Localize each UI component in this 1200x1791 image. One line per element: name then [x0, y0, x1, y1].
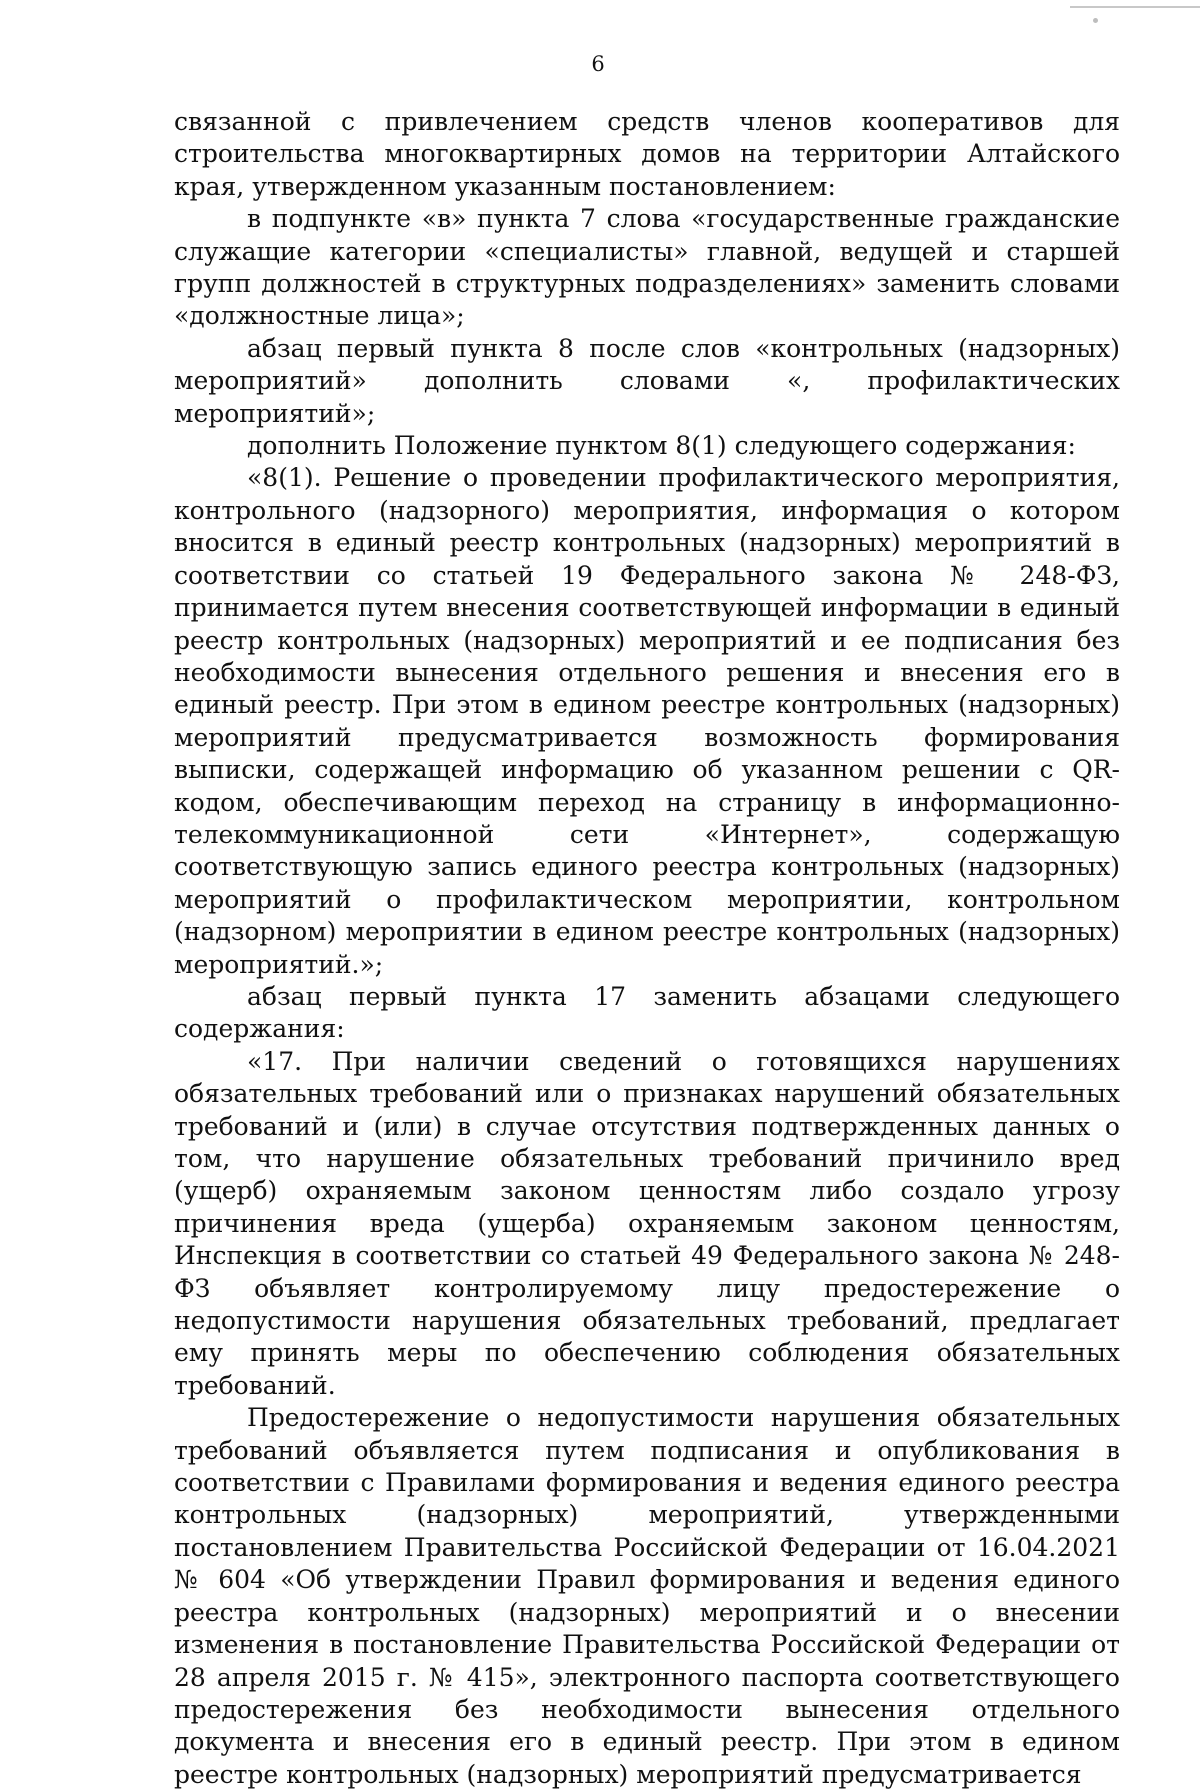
paragraph-point-8-1-text: «8(1). Решение о проведении профилактического мероприятия, контрольного (надзорного) мероприятия, информация о котором вносится в единый реестр контрольных (надзорных) мероприятий в соответствии со статьей 19 Федерального закона № 248-ФЗ, принимается путем внесения соответствующей информации в единый реестр контрольных (надзорных) мероприятий и ее подписания без необходимости вынесения отдельного решения и внесения его в единый реестр. При этом в едином реестре контрольных (надзорных) мероприятий предусматривается возможность формирования выписки, содержащей информацию об указанном решении с QR-кодом, обеспечивающим переход на страницу в информационно-телекоммуникационной сети «Интернет», содержащую соответствующую запись единого реестра контрольных (надзорных) мероприятий о профилактическом мероприятии, контрольном (надзорном) мероприятии в едином реестре контрольных (надзорных) мероприятий.»; [174, 463, 1120, 979]
paragraph-add-point-8-1: дополнить Положение пунктом 8(1) следующего содержания: [247, 431, 1076, 461]
paragraph-warning-text: Предостережение о недопустимости нарушения обязательных требований объявляется путем подписания и опубликования в соответствии с Правилами формирования и ведения единого реестра контрольных (надзорных) мероприятий, утвержденными постановлением Правительства Российской Федерации от 16.04.2021 № 604 «Об утверждении Правил формирования и ведения единого реестра контрольных (надзорных) мероприятий и о внесении изменения в постановление Правительства Российской Федерации от 28 апреля 2015 г. № 415», электронного паспорта соответствующего предостережения без необходимости вынесения отдельного документа и внесения его в единый реестр. При этом в едином реестре контрольных (надзорных) мероприятий предусматривается [174, 1403, 1120, 1789]
scan-edge-mark [1070, 6, 1200, 8]
paragraph-point-17-text: «17. При наличии сведений о готовящихся нарушениях обязательных требований или о признаках нарушений обязательных требований и (или) в случае отсутствия подтвержденных данных о том, что нарушение обязательных требований причинило вред (ущерб) охраняемым законом ценностям либо создало угрозу причинения вреда (ущерба) охраняемым законом ценностям, Инспекция в соответствии со статьей 49 Федерального закона № 248-ФЗ объявляет контролируемому лицу предостережение о недопустимости нарушения обязательных требований, предлагает ему принять меры по обеспечению соблюдения обязательных требований. [174, 1046, 1120, 1400]
scan-speck [1093, 18, 1098, 23]
page-number [0, 52, 1200, 76]
paragraph-point-8: абзац первый пункта 8 после слов «контрольных (надзорных) мероприятий» дополнить словами «, профилактических мероприятий»; [174, 333, 1120, 428]
paragraph-subpoint-v: в подпункте «в» пункта 7 слова «государственные гражданские служащие категории «специалисты» главной, ведущей и старшей групп должностей в структурных подразделениях» заменить словами «должностные лица»; [174, 204, 1120, 331]
paragraph-continuation: связанной с привлечением средств членов кооперативов для строительства многоквартирных домов на территории Алтайского края, утвержденном указанным постановлением: [174, 107, 1120, 201]
document-body [174, 106, 1120, 1791]
paragraph-point-17-intro: абзац первый пункта 17 заменить абзацами следующего содержания: [174, 981, 1120, 1044]
page-number-text: 6 [591, 52, 605, 76]
